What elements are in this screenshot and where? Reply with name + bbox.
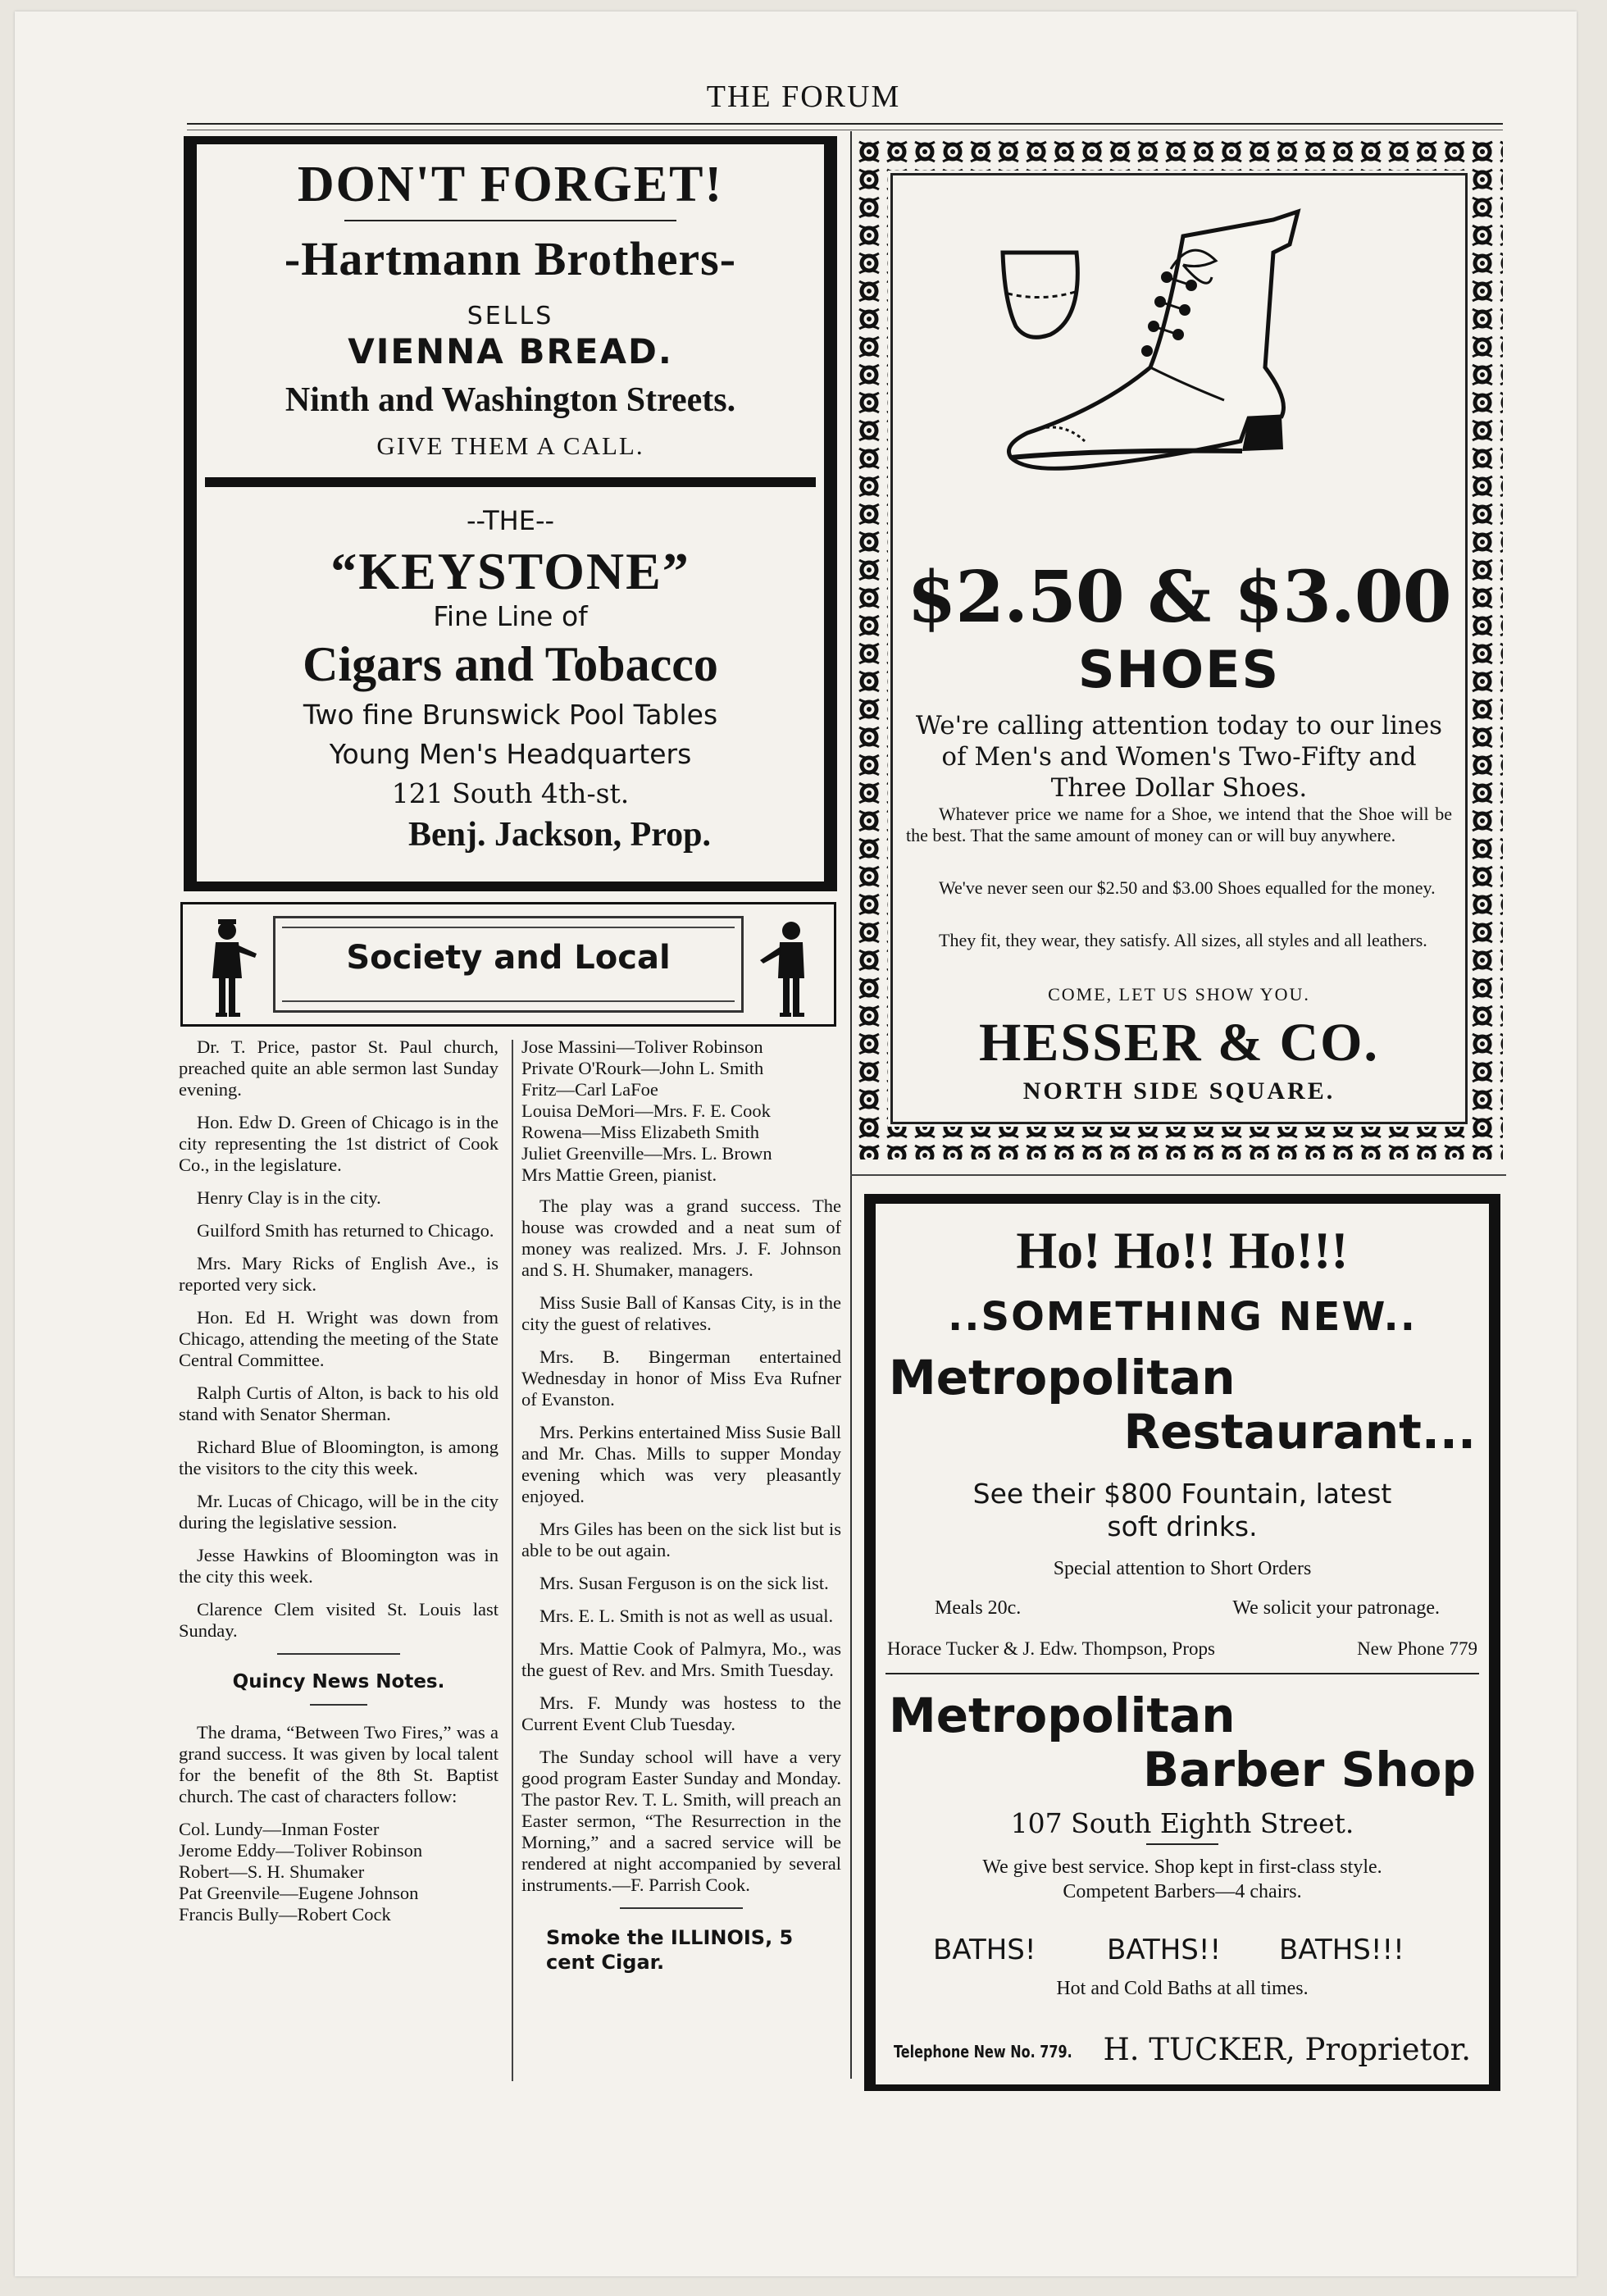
news-item: Mrs. E. L. Smith is not as well as usual.	[539, 1606, 834, 1626]
ad-text: BATHS!	[933, 1934, 1036, 1966]
news-item: Guilford Smith has returned to Chicago.	[197, 1220, 494, 1241]
ad-text: See their $800 Fountain, latest	[972, 1478, 1392, 1510]
column-divider	[512, 1040, 513, 2081]
metropolitan-ad	[864, 1194, 1500, 2091]
news-item: The Sunday school will have a very good program Easter Sunday and Monday. The pastor Rev. T. L. Smith, will preach an Easter sermon, “The Resurrection in the Morning,” and a sacred service will be rendered at night accompanied by several instruments.—F. Parrish Cook.	[521, 1747, 841, 1895]
ad-underline	[344, 220, 676, 221]
news-item: Hon. Ed H. Wright was down from Chicago, attending the meeting of the State Central Committee.	[179, 1307, 498, 1370]
ad-text: GIVE THEM A CALL.	[376, 431, 644, 460]
ad-address: 121 South 4th-st.	[391, 777, 630, 809]
section-rule	[620, 1907, 743, 1909]
news-column-1	[179, 1036, 498, 1925]
ad-phone: Telephone New No. 779.	[894, 2042, 1072, 2061]
news-item: Mrs. Susan Ferguson is on the sick list.	[539, 1573, 829, 1593]
ad-text: ..SOMETHING NEW..	[948, 1294, 1417, 1340]
cast-line: Francis Bully—Robert Cock	[179, 1904, 391, 1925]
ad-separator-rule	[850, 1174, 1506, 1176]
ad-text: Hot and Cold Baths at all times.	[1056, 1978, 1309, 1999]
news-items	[179, 1036, 498, 1642]
news-item: Henry Clay is in the city.	[197, 1187, 381, 1208]
news-item: Richard Blue of Bloomington, is among the visitors to the city this week.	[179, 1437, 498, 1478]
cast-line: Robert—S. H. Shumaker	[179, 1861, 365, 1882]
ad-paragraph: Whatever price we name for a Shoe, we intend that the Shoe will be the best. That the same amount of money can or will buy anywhere.	[906, 804, 1452, 845]
news-item: Mrs. Mary Ricks of English Ave., is reported very sick.	[179, 1253, 498, 1295]
cast-line: Louisa DeMori—Mrs. F. E. Cook	[521, 1100, 771, 1121]
subheading: Quincy News Notes.	[232, 1671, 445, 1692]
section-rule	[310, 1704, 367, 1706]
cast-line: Mrs Mattie Green, pianist.	[521, 1164, 717, 1185]
news-item: Ralph Curtis of Alton, is back to his old stand with Senator Sherman.	[179, 1383, 498, 1424]
news-item: Hon. Edw D. Green of Chicago is in the city representing the 1st district of Cook Co., in the legislature.	[179, 1112, 498, 1175]
ad-business-name: HESSER & CO.	[979, 1013, 1379, 1073]
ad-text: Special attention to Short Orders	[1053, 1558, 1312, 1579]
ad-underline	[1146, 1843, 1218, 1845]
cast-line: Col. Lundy—Inman Foster	[179, 1819, 380, 1839]
news-item: The play was a grand success. The house was crowded and a neat sum of money was realized. Mrs. J. F. Johnson and S. H. Shumaker, managers.	[521, 1196, 841, 1280]
ad-proprietor: H. TUCKER, Proprietor.	[1103, 2032, 1471, 2067]
ad-text: soft drinks.	[1107, 1510, 1258, 1542]
ad-business-name: Restaurant...	[1123, 1404, 1476, 1460]
ad-text: Meals 20c.	[935, 1597, 1022, 1619]
ad-text: Two fine Brunswick Pool Tables	[303, 699, 718, 731]
ad-proprietors: Horace Tucker & J. Edw. Thompson, Props	[887, 1638, 1215, 1659]
ad-headline: DON'T FORGET!	[297, 157, 724, 212]
news-item: Mrs. F. Mundy was hostess to the Current Event Club Tuesday.	[521, 1692, 841, 1734]
ad-text: Young Men's Headquarters	[329, 738, 692, 770]
ad-product: VIENNA BREAD.	[348, 331, 673, 371]
ad-divider	[885, 1673, 1479, 1674]
news-item: Mrs. B. Bingerman entertained Wednesday in honor of Miss Eva Rufner of Evanston.	[521, 1346, 841, 1410]
news-item: Clarence Clem visited St. Louis last Sunday.	[179, 1599, 498, 1641]
column-rule	[850, 131, 852, 2079]
society-local-header	[180, 902, 836, 1027]
cigar-ad: Smoke the ILLINOIS, 5 cent Cigar.	[546, 1926, 794, 1974]
news-item: Jesse Hawkins of Bloomington was in the city this week.	[179, 1545, 498, 1587]
ad-text: SELLS	[467, 302, 554, 330]
ad-divider	[205, 477, 816, 487]
section-title: Society and Local	[346, 939, 671, 977]
ad-business-name: Barber Shop	[1142, 1742, 1476, 1797]
ad-headline: Ho! Ho!! Ho!!!	[1016, 1221, 1349, 1279]
ad-business-name: “KEYSTONE”	[330, 542, 690, 600]
hesser-shoe-ad	[855, 138, 1503, 1159]
section-rule	[277, 1653, 400, 1655]
gentleman-right-icon	[752, 913, 826, 1019]
news-item: The drama, “Between Two Fires,” was a grand success. It was given by local talent for the benefit of the 8th St. Baptist church. The cast of characters follow:	[179, 1722, 498, 1806]
cast-line: Jose Massini—Toliver Robinson	[521, 1036, 763, 1057]
masthead: THE FORUM	[706, 80, 901, 114]
ad-business-name: Metropolitan	[889, 1688, 1236, 1743]
ad-text: We're calling attention today to our lines of Men's and Women's Two-Fifty and Three Dollar Shoes.	[915, 711, 1443, 803]
ad-text: BATHS!!	[1107, 1934, 1222, 1966]
news-item: Mrs. Perkins entertained Miss Susie Ball and Mr. Chas. Mills to supper Monday evening which was very pleasantly enjoyed.	[521, 1422, 841, 1506]
ad-phone: New Phone 779	[1357, 1638, 1477, 1659]
shoe-illustration-icon	[978, 203, 1404, 515]
ad-text: We give best service. Shop kept in first-class style.	[982, 1856, 1382, 1878]
news-item: Dr. T. Price, pastor St. Paul church, preached quite an able sermon last Sunday evening.	[179, 1036, 498, 1100]
cast-line: Juliet Greenville—Mrs. L. Brown	[521, 1143, 772, 1164]
ad-paragraph: They fit, they wear, they satisfy. All sizes, all styles and all leathers.	[939, 930, 1427, 950]
ad-text: BATHS!!!	[1279, 1934, 1404, 1966]
ad-address: Ninth and Washington Streets.	[285, 381, 736, 419]
ad-business-name: Metropolitan	[889, 1350, 1236, 1405]
cast-line: Fritz—Carl LaFoe	[521, 1079, 658, 1100]
ad-proprietor: Benj. Jackson, Prop.	[407, 816, 712, 854]
news-item: Mr. Lucas of Chicago, will be in the city during the legislative session.	[179, 1491, 498, 1533]
ad-text: We solicit your patronage.	[1232, 1597, 1440, 1619]
news-item: Mrs. Mattie Cook of Palmyra, Mo., was the guest of Rev. and Mrs. Smith Tuesday.	[521, 1638, 841, 1680]
cast-line: Jerome Eddy—Toliver Robinson	[179, 1840, 423, 1861]
ad-address: 107 South Eighth Street.	[1010, 1807, 1354, 1839]
news-item: Mrs Giles has been on the sick list but is able to be out again.	[521, 1519, 841, 1560]
hartmann-keystone-ad	[184, 136, 837, 891]
news-column-2	[521, 1036, 841, 1975]
cast-line: Rowena—Miss Elizabeth Smith	[521, 1122, 759, 1142]
ad-text: --THE--	[466, 505, 555, 536]
masthead-rule	[187, 123, 1503, 125]
news-item: Miss Susie Ball of Kansas City, is in the city the guest of relatives.	[521, 1292, 841, 1334]
cast-line: Pat Greenvile—Eugene Johnson	[179, 1883, 419, 1903]
ad-text: Competent Barbers—4 chairs.	[1063, 1881, 1302, 1902]
ad-text: Fine Line of	[433, 600, 588, 632]
ad-product: Cigars and Tobacco	[303, 637, 718, 691]
cast-line: Private O'Rourk—John L. Smith	[521, 1058, 764, 1078]
ad-paragraph: We've never seen our $2.50 and $3.00 Shoes equalled for the money.	[939, 877, 1436, 898]
ad-address: NORTH SIDE SQUARE.	[1022, 1077, 1336, 1105]
ad-product: SHOES	[1077, 640, 1281, 699]
ad-price: $2.50 & $3.00	[907, 556, 1451, 639]
ad-text: COME, LET US SHOW YOU.	[1048, 984, 1310, 1004]
ad-business-name: -Hartmann Brothers-	[284, 232, 737, 285]
